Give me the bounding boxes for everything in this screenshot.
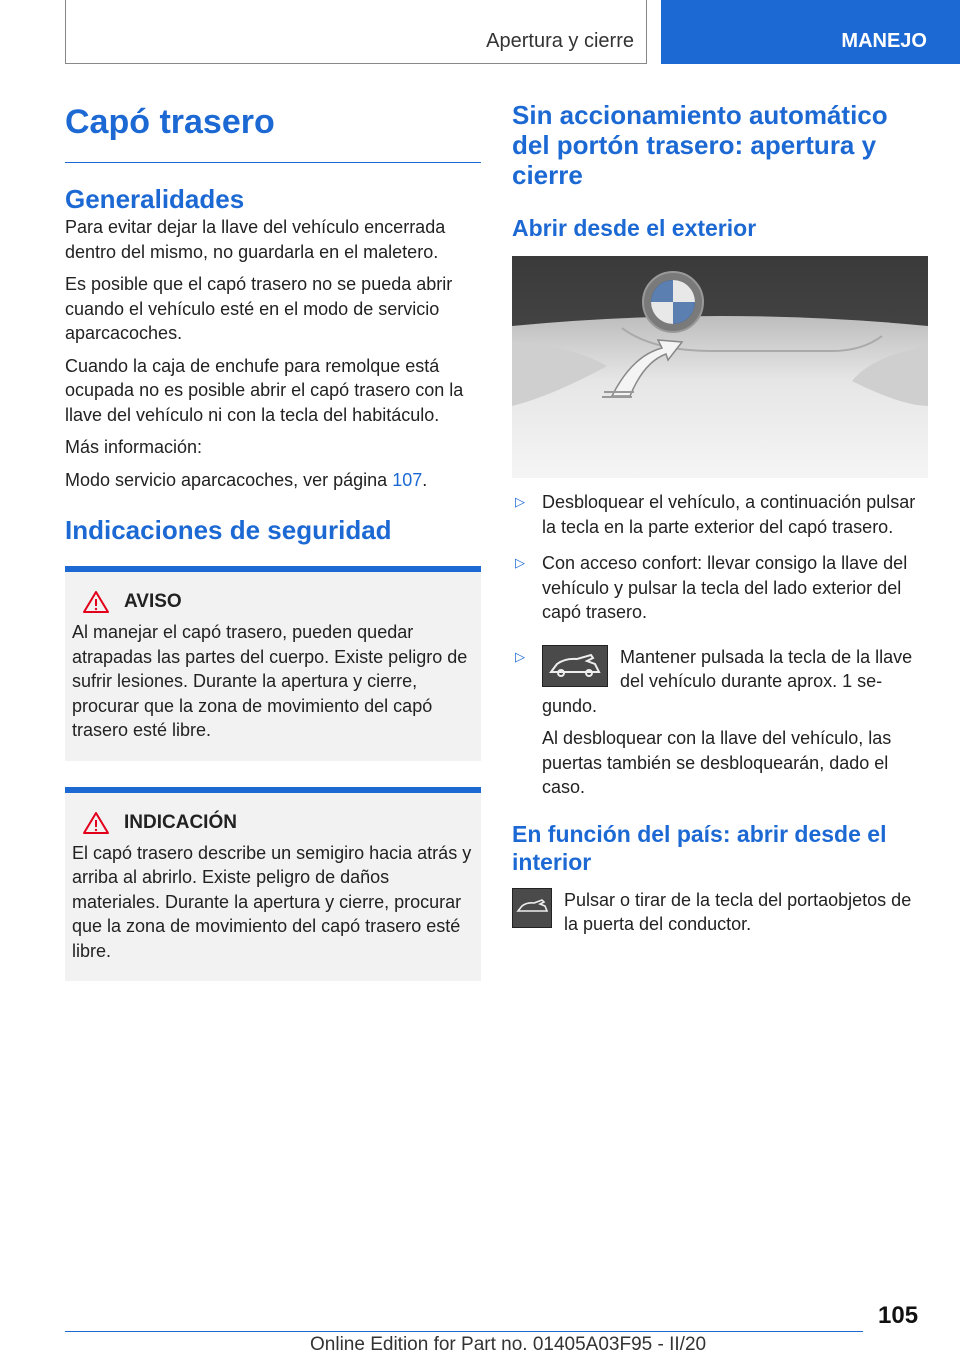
- notice-title-row: [72, 811, 473, 835]
- header-section-title: Apertura y cierre: [486, 30, 634, 52]
- step-text-1: Desbloquear el vehículo, a continuación pulsar la tecla en la parte exterior del capó trasero.: [542, 492, 916, 537]
- bullet-triangle-icon: ▷: [515, 648, 525, 664]
- notice-title: INDICACIÓN: [124, 811, 237, 833]
- trunk-photo-illustration: [512, 256, 928, 478]
- warning-title-row: [72, 590, 473, 614]
- inside-text: Pulsar o tirar de la tecla del portaobjetos de la puerta del conductor.: [564, 889, 912, 934]
- key-step-note: Al desbloquear con la llave del vehículo, las puertas también se desbloquearán, dado el caso.: [542, 728, 892, 797]
- general-heading: Generalidades: [65, 184, 245, 214]
- inside-heading: En función del país: abrir desde el interior: [512, 820, 887, 875]
- notice-box: [65, 787, 481, 982]
- header-section-box: [65, 0, 647, 64]
- general-paragraph-3: Cuando la caja de enchufe para remolque está ocupada no es posible abrir el capó trasero con la llave del vehículo ni con la tecla del habitáculo.: [65, 355, 464, 425]
- list-item: [512, 490, 928, 539]
- page-reference-end: .: [422, 469, 428, 490]
- step-text-2: Con acceso confort: llevar consigo la llave del vehículo y pulsar la tecla del lado exterior del capó trasero.: [542, 553, 908, 622]
- safety-heading: Indicaciones de seguridad: [65, 515, 392, 545]
- notice-text: El capó trasero describe un semigiro hacia atrás y arriba al abrirlo. Existe peligro de daños materiales. Durante la apertura y cierre, procurar que la zona de movimiento del capó trasero esté libre.: [72, 842, 472, 961]
- key-step-row: [542, 645, 928, 694]
- car-trunk-button-icon: [513, 889, 551, 927]
- warning-box: [65, 566, 481, 761]
- bullet-triangle-icon: ▷: [515, 555, 525, 570]
- warning-text: Al manejar el capó trasero, pueden quedar atrapadas las partes del cuerpo. Existe peligro de sufrir lesiones. Durante la apertura y cierre, procurar que la zona de movimiento del capó trasero esté libre.: [72, 622, 468, 740]
- page-number: 105: [878, 1302, 919, 1329]
- footer-rule: [65, 1331, 863, 1332]
- outside-steps: [512, 490, 928, 800]
- warning-triangle-icon: [82, 590, 110, 614]
- warning-triangle-icon: [82, 811, 110, 835]
- outside-heading: Abrir desde el exterior: [512, 215, 757, 241]
- header-chapter-tab: [661, 0, 960, 64]
- page-reference: [65, 468, 481, 493]
- trunk-button-icon: [512, 888, 552, 928]
- key-step-continuation: gundo.: [542, 695, 598, 716]
- edition-text: Online Edition for Part no. 01405A03F95 - II/20: [310, 1334, 707, 1355]
- left-column: [65, 100, 481, 981]
- page-title: Capó trasero: [65, 100, 481, 163]
- car-trunk-open-icon: [543, 646, 607, 686]
- page-reference-link[interactable]: 107: [392, 469, 423, 490]
- list-item: [512, 645, 928, 800]
- trunk-photo: [512, 256, 928, 478]
- general-paragraph-1: Para evitar dejar la llave del vehículo encerrada dentro del mismo, no guardarla en el maletero.: [65, 217, 446, 262]
- trunk-key-icon: [542, 645, 608, 687]
- general-paragraph-4: Más información:: [65, 437, 203, 457]
- section-heading: Sin accionamiento automático del portón trasero: apertura y cierre: [512, 100, 888, 190]
- list-item: [512, 551, 928, 625]
- right-column: [512, 100, 928, 945]
- warning-title: AVISO: [124, 591, 182, 612]
- key-step-text: Mantener pulsada la tecla de la llave del vehículo durante aprox. 1 se-: [620, 646, 913, 691]
- general-paragraph-2: Es posible que el capó trasero no se pueda abrir cuando el vehículo esté en el modo de servicio aparcacoches.: [65, 274, 453, 343]
- inside-row: [512, 888, 928, 945]
- page-reference-text: Modo servicio aparcacoches, ver página: [65, 469, 393, 490]
- header-chapter-title: MANEJO: [841, 30, 927, 52]
- bullet-triangle-icon: ▷: [515, 494, 525, 509]
